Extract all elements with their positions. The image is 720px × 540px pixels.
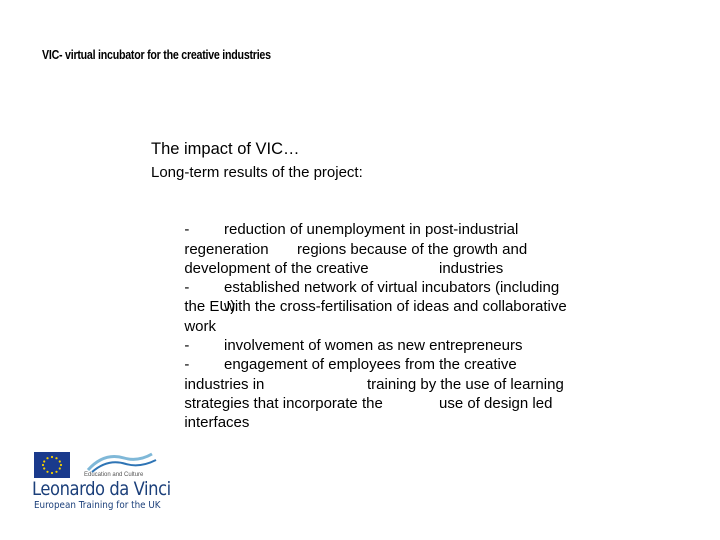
text-line	[151, 297, 631, 335]
text-line	[151, 240, 631, 277]
line-segment: involvement of women as new entrepreneurs	[224, 337, 523, 355]
text-line	[151, 375, 631, 412]
line-segment: -	[184, 337, 190, 355]
slide-heading: The impact of VIC…	[151, 140, 300, 158]
line-segment: the EU)	[184, 298, 236, 316]
line-segment: with the cross-fertilisation of ideas and collaborative	[224, 298, 567, 316]
line-segment: -	[184, 221, 190, 239]
text-line	[151, 220, 631, 258]
text-line	[151, 336, 631, 374]
line-segment: -	[184, 356, 190, 374]
content-block	[151, 138, 631, 432]
text-line	[151, 355, 631, 393]
line-segment: established network of virtual incubators (including	[224, 279, 560, 297]
line-segment: industries in	[184, 375, 265, 393]
line-segment: use of design led	[439, 394, 553, 412]
leonardo-logo	[32, 448, 172, 512]
line-segment: strategies that incorporate the	[184, 394, 383, 412]
text-line	[151, 201, 631, 239]
line-segment: development of the creative	[184, 259, 369, 277]
results-text	[151, 201, 631, 432]
logo-top-text: Education and Culture	[84, 472, 144, 478]
line-segment: regions because of the growth and	[297, 240, 528, 258]
line-segment: industries	[439, 259, 504, 277]
line-segment: -	[184, 279, 190, 297]
line-segment: interfaces	[184, 414, 250, 432]
text-line	[151, 317, 631, 355]
slide-subheading: Long-term results of the project:	[151, 164, 363, 181]
text-line	[151, 394, 631, 432]
line-segment: engagement of employees from the creative	[224, 356, 517, 374]
text-line	[151, 278, 631, 316]
line-segment: work	[184, 317, 217, 335]
header-title: VIC- virtual incubator for the creative industries	[42, 47, 271, 62]
line-segment: training by the use of learning	[367, 375, 564, 393]
text-line	[151, 259, 631, 297]
line-segment: reduction of unemployment in post-industrial	[224, 221, 519, 239]
line-segment: regeneration	[184, 240, 269, 258]
logo-main-text: Leonardo da Vinci	[32, 478, 171, 500]
logo-sub-text: European Training for the UK	[34, 500, 161, 511]
eu-flag-icon	[34, 452, 70, 478]
